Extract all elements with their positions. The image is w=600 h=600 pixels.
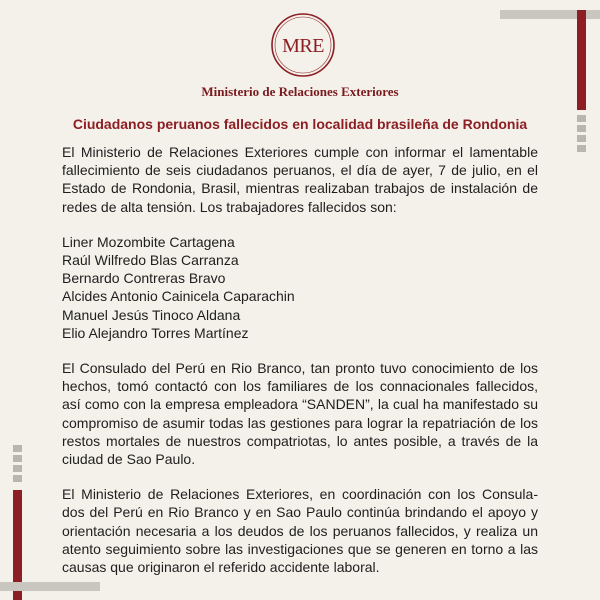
document-body bbox=[62, 143, 538, 593]
list-item: Manuel Jesús Tinoco Aldana bbox=[62, 306, 241, 323]
left-square bbox=[13, 445, 22, 452]
deceased-names-list bbox=[62, 233, 538, 342]
paragraph: El Ministerio de Relaciones Exteriores, en coordinación con los Consula- dos del Perú en Rio Branco y en Sao Paulo continúa brindando el apoyo y orientación necesaria a los deudos de los peruanos fallecidos, y realiza un atento seguimiento sobre las investigaciones que se generen en torno a las causas que originaron el referido accidente laboral. bbox=[62, 486, 538, 576]
right-square bbox=[577, 135, 586, 142]
mre-logo bbox=[270, 12, 336, 78]
left-square bbox=[13, 465, 22, 472]
left-square bbox=[13, 455, 22, 462]
list-item: Bernardo Contreras Bravo bbox=[62, 270, 226, 287]
paragraph: El Ministerio de Relaciones Exteriores cumple con informar el lamentable fallecimiento de seis ciudadanos peruanos, el día de ayer, 7 de julio, en el Estado de Rondonia, Brasil, mientras realizaban trabajos de instalación de redes de alta tensión. Los trabajadores fallecidos son: bbox=[62, 144, 538, 215]
left-square bbox=[13, 475, 22, 482]
logo-text: MRE bbox=[282, 35, 324, 57]
paragraph: El Consulado del Perú en Rio Branco, tan pronto tuvo conocimiento de los hechos, tomó contactó con los familiares de los connacionales fallecidos, así como con la empresa empleadora “SANDEN”, la cual ha manifestado su compromiso de asumir todas las gestiones para lograr la repatriación de los restos mortales de nuestros compatriotas, lo antes posible, a través de la ciudad de Sao Paulo. bbox=[62, 360, 538, 468]
right-square bbox=[577, 145, 586, 152]
list-item: Alcides Antonio Cainicela Caparachin bbox=[62, 288, 295, 305]
list-item: Elio Alejandro Torres Martínez bbox=[62, 324, 249, 341]
document-title: Ciudadanos peruanos fallecidos en localidad brasileña de Rondonia bbox=[72, 116, 528, 132]
list-item: Liner Mozombite Cartagena bbox=[62, 233, 235, 250]
list-item: Raúl Wilfredo Blas Carranza bbox=[62, 252, 239, 269]
ministry-name: Ministerio de Relaciones Exteriores bbox=[201, 84, 399, 99]
